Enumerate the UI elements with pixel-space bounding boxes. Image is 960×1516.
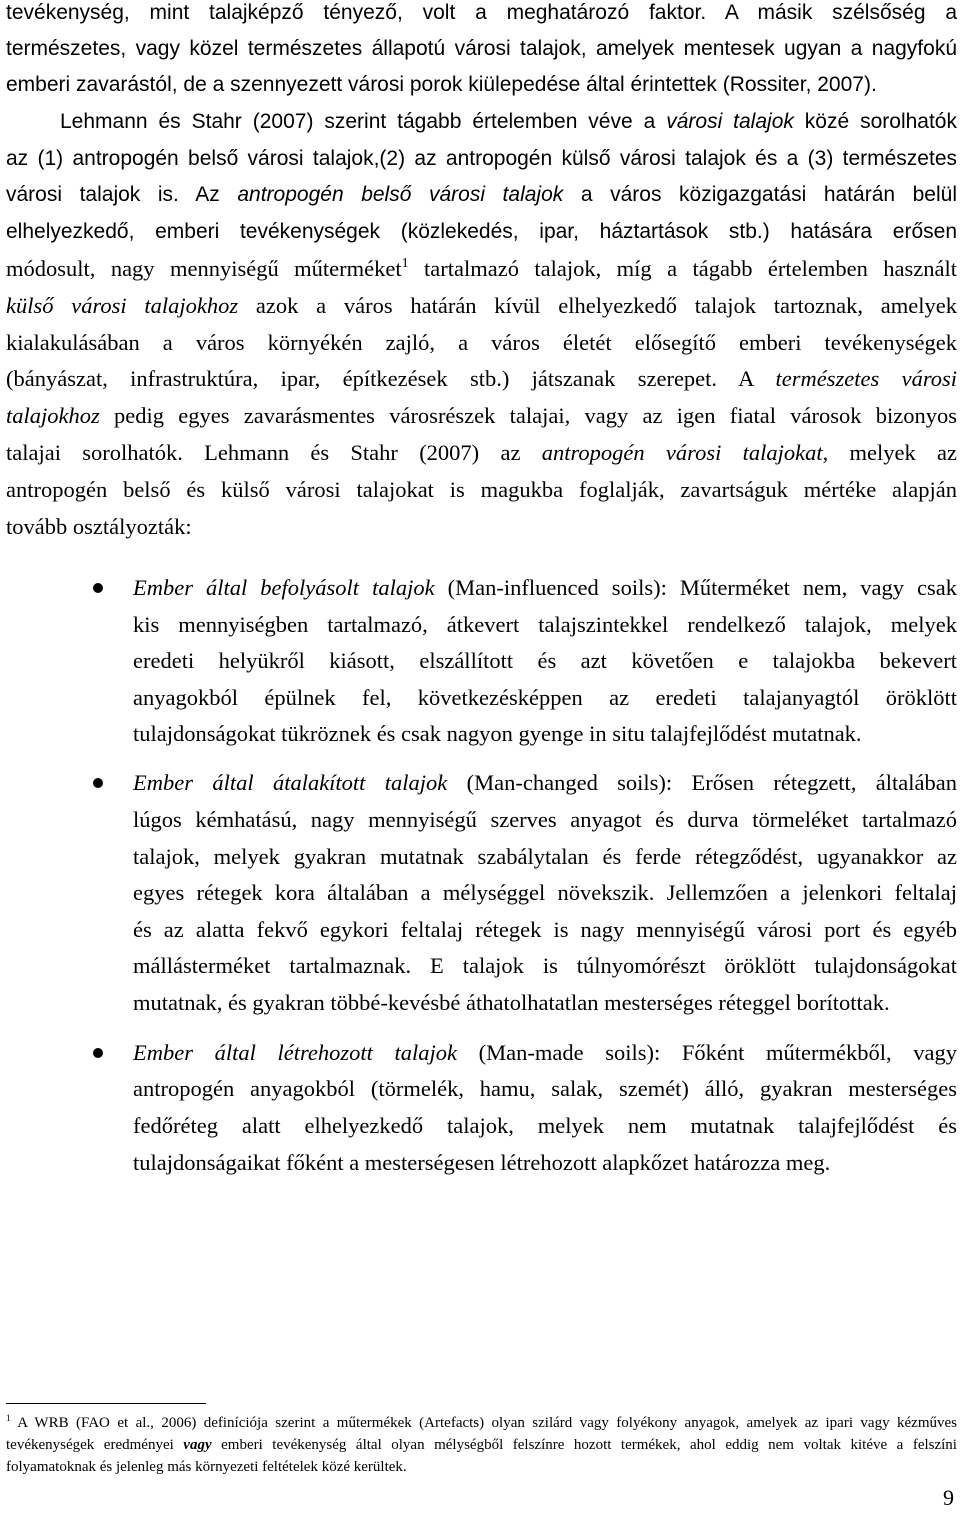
- bullet-line: kis mennyiségben tartalmazó, átkevert talajszintekkel rendelkező talajok, melyek: [133, 612, 957, 637]
- bullet-line: tulajdonságokat tükröznek és csak nagyon gyenge in situ talajfejlődést mutatnak.: [133, 721, 862, 746]
- bullet-line: egyes rétegek kora általában a mélységgel növekszik. Jellemzően a jelenkori feltalaj: [133, 880, 957, 905]
- paragraph-line: talajai sorolhatók. Lehmann és Stahr (2007) az antropogén városi talajokat, melyek az: [6, 440, 957, 465]
- bullet-line: Ember által létrehozott talajok (Man-made soils): Főként műtermékből, vagy: [133, 1040, 958, 1065]
- bullet-line: mutatnak, és gyakran többé-kevésbé áthatolhatatlan mesterséges réteggel borítottak.: [133, 990, 890, 1015]
- bullet-line: tulajdonságaikat főként a mesterségesen létrehozott alapkőzet határozza meg.: [133, 1150, 831, 1175]
- bullet-line: lúgos kémhatású, nagy mennyiségű szerves anyagot és durva törmeléket tartalmazó: [133, 807, 957, 832]
- bullet-line: Ember által befolyásolt talajok (Man-influenced soils): Műterméket nem, vagy csak: [133, 575, 957, 600]
- bullet-line: mállásterméket tartalmaznak. E talajok is túlnyomórészt öröklött tulajdonságokat: [133, 953, 957, 978]
- paragraph-line: természetes, vagy közel természetes állapotú városi talajok, amelyek mentesek ugyan a nagyfokú: [6, 37, 957, 60]
- bullet-line: eredeti helyükről kiásott, elszállított és azt követően e talajokba bekevert: [133, 648, 957, 673]
- footnote-line: $^1$ A WRB (FAO et al., 2006) definíciója szerint a műtermékek (Artefacts) olyan szilárd vagy folyékony anyagok, amelyek az ipari vagy kézműves: [6, 1413, 957, 1431]
- paragraph-line: az (1) antropogén belső városi talajok,(2) az antropogén külső városi talajok és a (3) természetes: [6, 147, 957, 170]
- footnote-separator: [6, 1403, 206, 1404]
- bullet-line: anyagokból épülnek fel, következésképpen az eredeti talajanyagtól öröklött: [133, 685, 957, 710]
- footnote-line: folyamatoknak és jelenleg más környezeti feltételek közé kerültek.: [6, 1459, 407, 1475]
- paragraph-line: talajokhoz pedig egyes zavarásmentes városrészek talajai, vagy az igen fiatal városok bizonyos: [6, 403, 957, 428]
- bullet-line: Ember által átalakított talajok (Man-changed soils): Erősen rétegzett, általában: [133, 770, 957, 795]
- bullet-line: antropogén anyagokból (törmelék, hamu, salak, szemét) álló, gyakran mesterséges: [133, 1076, 957, 1101]
- paragraph-line: városi talajok is. Az antropogén belső városi talajok a város közigazgatási határán belül: [6, 183, 957, 206]
- paragraph-line: külső városi talajokhoz azok a város határán kívül elhelyezkedő talajok tartoznak, amelyek: [6, 293, 957, 318]
- paragraph-line: elhelyezkedő, emberi tevékenységek (közlekedés, ipar, háztartások stb.) hatására erősen: [6, 220, 957, 243]
- bullet-marker: [93, 583, 103, 593]
- paragraph-line: tovább osztályozták:: [6, 514, 192, 539]
- footnote-line: tevékenységek eredményei vagy emberi tevékenység által olyan mélységből felszínre hozott termékek, ahol eddig nem voltak kitéve a felszíni: [6, 1437, 957, 1453]
- bullet-line: fedőréteg alatt elhelyezkedő talajok, melyek nem mutatnak talajfejlődést és: [133, 1113, 957, 1138]
- bullet-marker: [93, 1048, 103, 1058]
- paragraph-line: kialakulásában a város környékén zajló, a város életét elősegítő emberi tevékenységek: [6, 330, 957, 355]
- paragraph-line: módosult, nagy mennyiségű műterméket$^1$ tartalmazó talajok, míg a tágabb értelemben használt: [6, 255, 958, 281]
- paragraph-line: tevékenység, mint talajképző tényező, volt a meghatározó faktor. A másik szélsőség a: [6, 1, 957, 24]
- paragraph-line: emberi zavarástól, de a szennyezett városi porok kiülepedése által érintettek (Rossiter, 2007).: [6, 73, 877, 96]
- paragraph-line: (bányászat, infrastruktúra, ipar, építkezések stb.) játszanak szerepet. A természetes városi: [6, 366, 958, 391]
- bullet-marker: [93, 778, 103, 788]
- paragraph-line: antropogén belső és külső városi talajokat is magukba foglalják, zavartságuk mértéke alapján: [6, 477, 957, 502]
- page-number: 9: [943, 1485, 954, 1510]
- paragraph-line: Lehmann és Stahr (2007) szerint tágabb értelemben véve a városi talajok közé sorolhatók: [60, 110, 957, 133]
- bullet-line: talajok, melyek gyakran mutatnak szabálytalan és ferde rétegződést, ugyanakkor az: [133, 844, 957, 869]
- bullet-line: és az alatta fekvő egykori feltalaj rétegek is nagy mennyiségű városi port és egyéb: [133, 917, 957, 942]
